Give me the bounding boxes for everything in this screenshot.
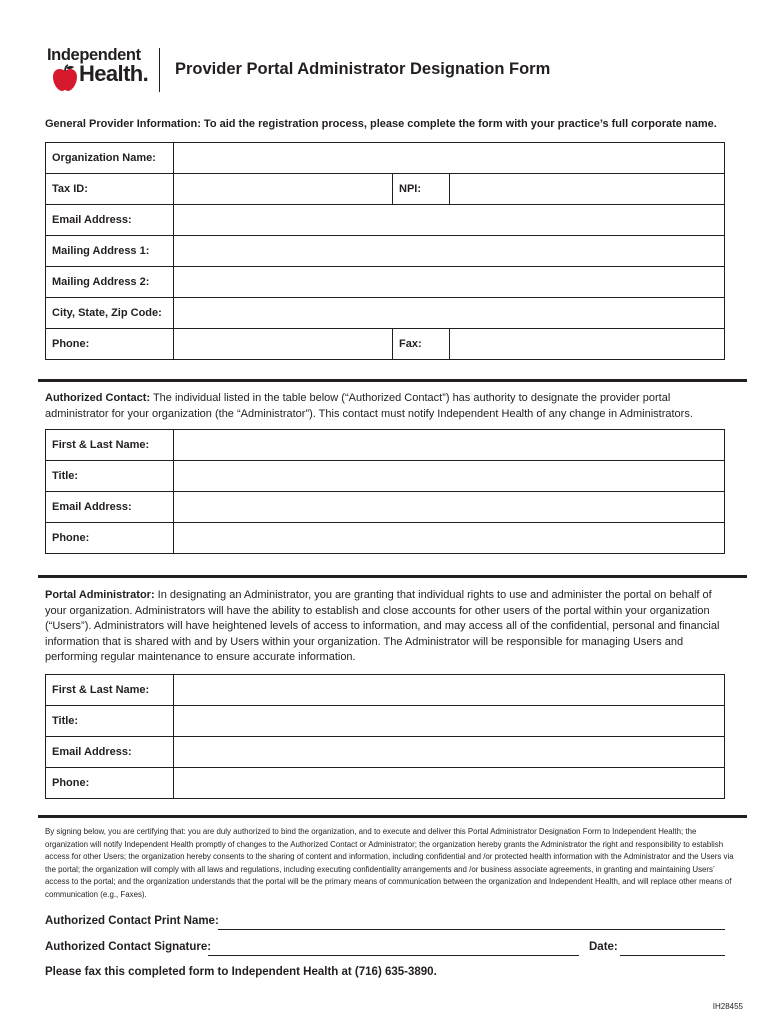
portal-administrator-paragraph: [45, 588, 730, 666]
date-label: Date:: [589, 941, 618, 953]
mailing-address-2-field[interactable]: [174, 267, 725, 298]
portal-administrator-text: In designating an Administrator, you are granting that individual rights to use and administer the portal on behalf of your organization. Administrators will have the ability to establish and close accounts for other users of the portal within your organization (“Users”). Administrators will have heightened levels of access to information, and may access all of the confidential, personal and financial information that is shared with and by Users within your organization. The Administrator will be responsible for managing Users and performing regular maintenance to ensure accurate information.: [45, 589, 720, 663]
independent-health-logo: [45, 46, 157, 94]
fax-field[interactable]: [450, 329, 725, 360]
mailing-address-1-label: Mailing Address 1:: [46, 236, 174, 267]
print-name-label: Authorized Contact Print Name:: [45, 915, 219, 927]
table-row: [46, 205, 725, 236]
city-state-zip-field[interactable]: [174, 298, 725, 329]
ac-email-label: Email Address:: [46, 492, 174, 523]
email-address-field[interactable]: [174, 205, 725, 236]
table-row: [46, 298, 725, 329]
table-row: [46, 523, 725, 554]
signature-line[interactable]: [208, 955, 579, 956]
email-address-label: Email Address:: [46, 205, 174, 236]
form-code: IH28455: [712, 1002, 743, 1011]
pa-phone-label: Phone:: [46, 768, 174, 799]
portal-administrator-heading: Portal Administrator:: [45, 589, 155, 601]
table-row: [46, 768, 725, 799]
table-row: [46, 267, 725, 298]
authorized-contact-heading: Authorized Contact:: [45, 392, 151, 404]
apple-logo-icon: [51, 64, 79, 92]
fax-label: Fax:: [393, 329, 450, 360]
organization-name-label: Organization Name:: [46, 143, 174, 174]
table-row: [46, 492, 725, 523]
city-state-zip-label: City, State, Zip Code:: [46, 298, 174, 329]
authorized-contact-paragraph: [45, 391, 730, 422]
ac-name-label: First & Last Name:: [46, 430, 174, 461]
tax-id-field[interactable]: [174, 174, 393, 205]
table-row: [46, 706, 725, 737]
tax-id-label: Tax ID:: [46, 174, 174, 205]
table-row: [46, 329, 725, 360]
table-row: [46, 143, 725, 174]
signature-label: Authorized Contact Signature:: [45, 941, 212, 953]
print-name-line[interactable]: [218, 929, 725, 930]
ac-email-field[interactable]: [174, 492, 725, 523]
ac-phone-label: Phone:: [46, 523, 174, 554]
date-line[interactable]: [620, 955, 725, 956]
ac-phone-field[interactable]: [174, 523, 725, 554]
table-row: [46, 174, 725, 205]
mailing-address-1-field[interactable]: [174, 236, 725, 267]
pa-title-field[interactable]: [174, 706, 725, 737]
pa-phone-field[interactable]: [174, 768, 725, 799]
fax-instruction: Please fax this completed form to Independent Health at (716) 635-3890.: [45, 966, 437, 978]
table-row: [46, 430, 725, 461]
table-row: [46, 675, 725, 706]
table-row: [46, 737, 725, 768]
general-provider-intro: General Provider Information: To aid the registration process, please complete the form with your practice’s full corporate name.: [45, 118, 717, 130]
certification-text: By signing below, you are certifying that: you are duly authorized to bind the organization, and to execute and deliver this Portal Administrator Designation Form to Independent Health; the organization will notify Independent Health promptly of changes to the Authorized Contact or Administrator; the organization hereby grants the Administrator the right and responsibility to establish access for other Users; the organization hereby consents to the sharing of content and information, including confidential and /or protected health information with the Administrator and the Users via the portal; the organization will comply with all laws and regulations, including executing confidentiality arrangements and /or business associate agreements, in granting and maintaining Users’ access to the portal; and the organization understands that the portal will be the primary means of communication between the organization and Independent Health, and will replace other means of communication (e.g., Faxes).: [45, 827, 734, 899]
table-row: [46, 461, 725, 492]
pa-title-label: Title:: [46, 706, 174, 737]
authorized-contact-table: [45, 429, 725, 554]
ac-title-label: Title:: [46, 461, 174, 492]
authorized-contact-text: The individual listed in the table below (“Authorized Contact”) has authority to designate the provider portal administrator for your organization (the “Administrator”). This contact must notify Independent Health of any change in Administrators.: [45, 392, 693, 420]
organization-name-field[interactable]: [174, 143, 725, 174]
phone-label: Phone:: [46, 329, 174, 360]
section-divider: [38, 575, 747, 578]
ac-title-field[interactable]: [174, 461, 725, 492]
table-row: [46, 236, 725, 267]
pa-name-label: First & Last Name:: [46, 675, 174, 706]
portal-administrator-table: [45, 674, 725, 799]
logo-text-line1: Independent: [47, 46, 141, 64]
section-divider: [38, 815, 747, 818]
pa-name-field[interactable]: [174, 675, 725, 706]
phone-field[interactable]: [174, 329, 393, 360]
pa-email-label: Email Address:: [46, 737, 174, 768]
npi-label: NPI:: [393, 174, 450, 205]
ac-name-field[interactable]: [174, 430, 725, 461]
form-title: Provider Portal Administrator Designation Form: [175, 60, 551, 78]
header-divider: [159, 48, 160, 92]
section-divider: [38, 379, 747, 382]
logo-text-line2: Health.: [79, 61, 149, 86]
mailing-address-2-label: Mailing Address 2:: [46, 267, 174, 298]
npi-field[interactable]: [450, 174, 725, 205]
pa-email-field[interactable]: [174, 737, 725, 768]
general-provider-table: [45, 142, 725, 360]
